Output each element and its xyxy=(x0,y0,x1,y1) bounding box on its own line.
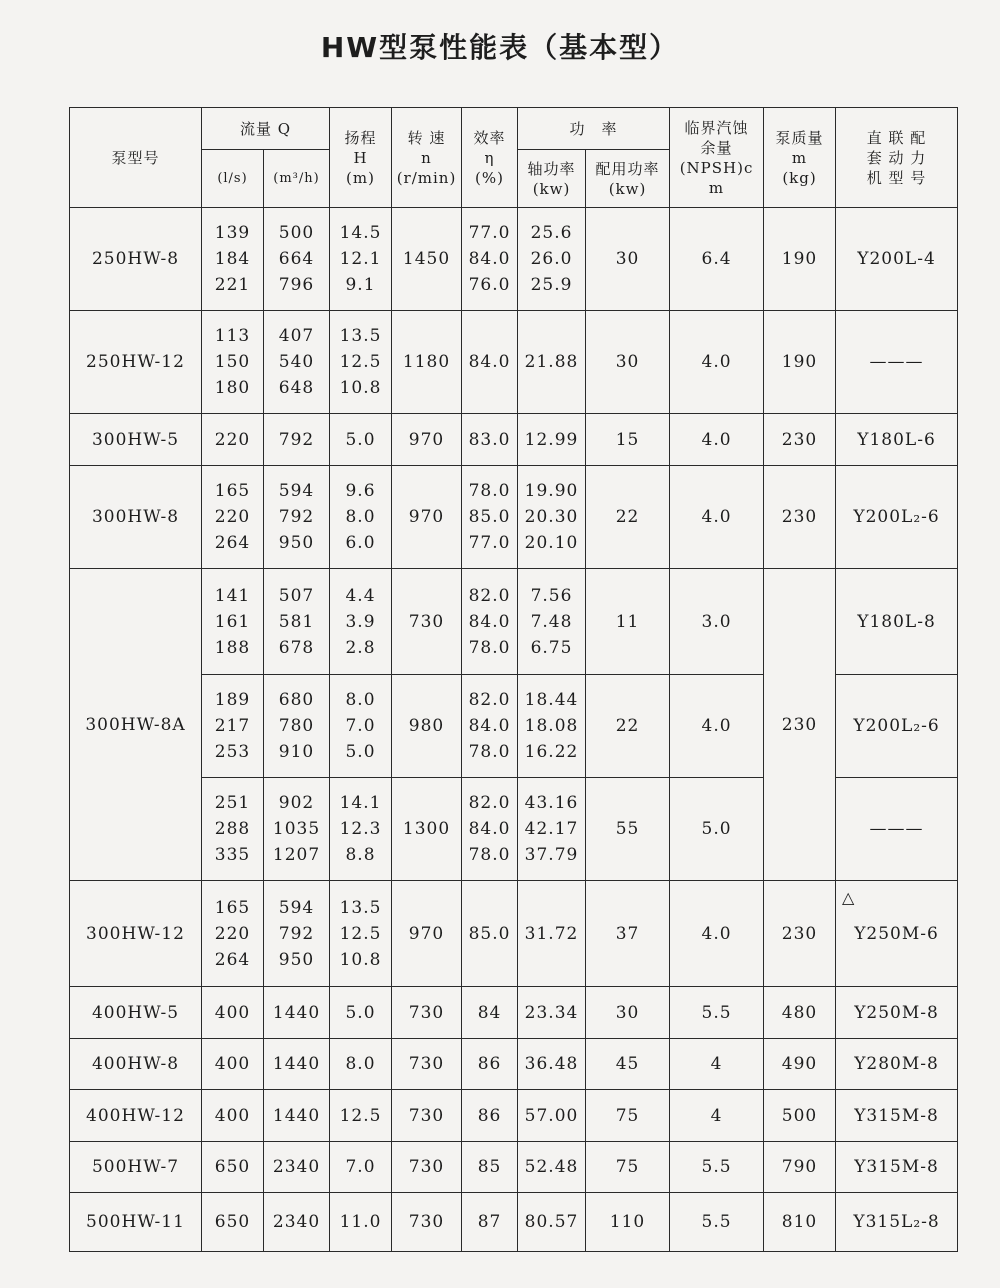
cell-shaft-power: 31.72 xyxy=(518,881,586,987)
cell-mass: 230 xyxy=(764,414,836,466)
cell-shaft-power: 43.16 42.17 37.79 xyxy=(518,778,586,881)
header-motor: 直 联 配 套 动 力 机 型 号 xyxy=(836,108,958,208)
cell-motor-power: 75 xyxy=(586,1142,670,1193)
cell-motor xyxy=(836,881,958,987)
cell-motor-power: 11 xyxy=(586,569,670,675)
cell-speed: 980 xyxy=(392,675,462,778)
cell-shaft-power: 25.6 26.0 25.9 xyxy=(518,208,586,311)
cell-efficiency: 77.0 84.0 76.0 xyxy=(462,208,518,311)
cell-shaft-power: 80.57 xyxy=(518,1193,586,1252)
cell-flow-ls: 400 xyxy=(202,1090,264,1142)
cell-motor: Y280M-8 xyxy=(836,1039,958,1090)
header-mass: 泵质量 m (kg) xyxy=(764,108,836,208)
cell-motor-power: 22 xyxy=(586,675,670,778)
table-row xyxy=(70,881,958,987)
cell-flow-ls: 400 xyxy=(202,987,264,1039)
cell-motor-power: 37 xyxy=(586,881,670,987)
cell-npsh: 4.0 xyxy=(670,881,764,987)
cell-npsh: 4.0 xyxy=(670,414,764,466)
cell-shaft-power: 57.00 xyxy=(518,1090,586,1142)
cell-mass: 190 xyxy=(764,311,836,414)
cell-motor: ——— xyxy=(836,311,958,414)
cell-flow-ls: 650 xyxy=(202,1193,264,1252)
cell-flow-m3h: 594 792 950 xyxy=(264,881,330,987)
cell-model: 300HW-5 xyxy=(70,414,202,466)
triangle-mark-icon: △ xyxy=(842,888,856,907)
cell-motor-power: 55 xyxy=(586,778,670,881)
cell-flow-m3h: 902 1035 1207 xyxy=(264,778,330,881)
cell-motor: Y180L-8 xyxy=(836,569,958,675)
cell-npsh: 5.5 xyxy=(670,1142,764,1193)
table-row xyxy=(70,208,958,311)
cell-head: 14.5 12.1 9.1 xyxy=(330,208,392,311)
cell-head: 13.5 12.5 10.8 xyxy=(330,311,392,414)
cell-motor: Y315M-8 xyxy=(836,1142,958,1193)
cell-flow-m3h: 792 xyxy=(264,414,330,466)
cell-shaft-power: 36.48 xyxy=(518,1039,586,1090)
cell-shaft-power: 52.48 xyxy=(518,1142,586,1193)
cell-head: 12.5 xyxy=(330,1090,392,1142)
cell-motor-text: Y250M-6 xyxy=(854,923,939,944)
cell-flow-ls: 165 220 264 xyxy=(202,466,264,569)
header-head: 扬程 H (m) xyxy=(330,108,392,208)
cell-mass: 480 xyxy=(764,987,836,1039)
cell-mass: 500 xyxy=(764,1090,836,1142)
cell-head: 9.6 8.0 6.0 xyxy=(330,466,392,569)
cell-flow-ls: 165 220 264 xyxy=(202,881,264,987)
header-flow-m3h: (m³/h) xyxy=(264,150,330,208)
cell-efficiency: 82.0 84.0 78.0 xyxy=(462,778,518,881)
cell-model: 400HW-12 xyxy=(70,1090,202,1142)
cell-model: 500HW-11 xyxy=(70,1193,202,1252)
cell-efficiency: 82.0 84.0 78.0 xyxy=(462,569,518,675)
cell-model: 500HW-7 xyxy=(70,1142,202,1193)
cell-speed: 1450 xyxy=(392,208,462,311)
cell-shaft-power: 7.56 7.48 6.75 xyxy=(518,569,586,675)
header-model: 泵型号 xyxy=(70,108,202,208)
table-row xyxy=(70,466,958,569)
table-row xyxy=(70,1142,958,1193)
cell-shaft-power: 19.90 20.30 20.10 xyxy=(518,466,586,569)
cell-speed: 730 xyxy=(392,1193,462,1252)
header-npsh: 临界汽蚀 余量 (NPSH)c m xyxy=(670,108,764,208)
cell-npsh: 4.0 xyxy=(670,311,764,414)
cell-flow-ls: 220 xyxy=(202,414,264,466)
cell-flow-ls: 113 150 180 xyxy=(202,311,264,414)
cell-motor: Y200L₂-6 xyxy=(836,675,958,778)
cell-motor-power: 15 xyxy=(586,414,670,466)
cell-mass: 790 xyxy=(764,1142,836,1193)
cell-efficiency: 84 xyxy=(462,987,518,1039)
cell-efficiency: 85 xyxy=(462,1142,518,1193)
cell-npsh: 3.0 xyxy=(670,569,764,675)
cell-model: 400HW-8 xyxy=(70,1039,202,1090)
cell-shaft-power: 23.34 xyxy=(518,987,586,1039)
cell-shaft-power: 18.44 18.08 16.22 xyxy=(518,675,586,778)
cell-speed: 970 xyxy=(392,414,462,466)
cell-efficiency: 87 xyxy=(462,1193,518,1252)
header-efficiency: 效率 η (%) xyxy=(462,108,518,208)
table-row xyxy=(70,1090,958,1142)
cell-motor-power: 45 xyxy=(586,1039,670,1090)
cell-speed: 730 xyxy=(392,987,462,1039)
cell-head: 13.5 12.5 10.8 xyxy=(330,881,392,987)
cell-motor-power: 30 xyxy=(586,311,670,414)
cell-head: 11.0 xyxy=(330,1193,392,1252)
cell-motor: Y315M-8 xyxy=(836,1090,958,1142)
cell-npsh: 5.5 xyxy=(670,1193,764,1252)
cell-flow-m3h: 500 664 796 xyxy=(264,208,330,311)
cell-head: 5.0 xyxy=(330,987,392,1039)
cell-mass: 490 xyxy=(764,1039,836,1090)
cell-motor-power: 22 xyxy=(586,466,670,569)
cell-npsh: 5.0 xyxy=(670,778,764,881)
cell-model: 400HW-5 xyxy=(70,987,202,1039)
cell-flow-ls: 400 xyxy=(202,1039,264,1090)
cell-efficiency: 82.0 84.0 78.0 xyxy=(462,675,518,778)
header-motor-power: 配用功率 (kw) xyxy=(586,150,670,208)
cell-motor: Y200L₂-6 xyxy=(836,466,958,569)
cell-head: 14.1 12.3 8.8 xyxy=(330,778,392,881)
cell-npsh: 6.4 xyxy=(670,208,764,311)
header-power: 功 率 xyxy=(518,108,670,150)
cell-model: 300HW-8 xyxy=(70,466,202,569)
cell-speed: 970 xyxy=(392,466,462,569)
cell-speed: 1300 xyxy=(392,778,462,881)
header-shaft-power: 轴功率 (kw) xyxy=(518,150,586,208)
cell-npsh: 4.0 xyxy=(670,466,764,569)
cell-speed: 1180 xyxy=(392,311,462,414)
table-row xyxy=(70,311,958,414)
cell-mass: 810 xyxy=(764,1193,836,1252)
cell-efficiency: 86 xyxy=(462,1090,518,1142)
cell-shaft-power: 12.99 xyxy=(518,414,586,466)
cell-efficiency: 86 xyxy=(462,1039,518,1090)
cell-efficiency: 83.0 xyxy=(462,414,518,466)
cell-motor-power: 110 xyxy=(586,1193,670,1252)
header-speed: 转 速 n (r/min) xyxy=(392,108,462,208)
cell-model: 250HW-12 xyxy=(70,311,202,414)
cell-flow-m3h: 680 780 910 xyxy=(264,675,330,778)
table-row xyxy=(70,987,958,1039)
cell-model: 300HW-12 xyxy=(70,881,202,987)
cell-motor: ——— xyxy=(836,778,958,881)
cell-npsh: 5.5 xyxy=(670,987,764,1039)
cell-efficiency: 78.0 85.0 77.0 xyxy=(462,466,518,569)
cell-speed: 730 xyxy=(392,569,462,675)
cell-head: 8.0 xyxy=(330,1039,392,1090)
cell-flow-m3h: 594 792 950 xyxy=(264,466,330,569)
cell-motor: Y180L-6 xyxy=(836,414,958,466)
cell-speed: 730 xyxy=(392,1090,462,1142)
cell-speed: 970 xyxy=(392,881,462,987)
table-row xyxy=(70,569,958,675)
cell-flow-m3h: 507 581 678 xyxy=(264,569,330,675)
cell-head: 4.4 3.9 2.8 xyxy=(330,569,392,675)
cell-mass: 190 xyxy=(764,208,836,311)
cell-efficiency: 85.0 xyxy=(462,881,518,987)
cell-shaft-power: 21.88 xyxy=(518,311,586,414)
table-row xyxy=(70,414,958,466)
cell-speed: 730 xyxy=(392,1142,462,1193)
cell-mass: 230 xyxy=(764,881,836,987)
table-row xyxy=(70,1193,958,1252)
cell-flow-ls: 251 288 335 xyxy=(202,778,264,881)
cell-flow-m3h: 1440 xyxy=(264,987,330,1039)
cell-npsh: 4.0 xyxy=(670,675,764,778)
header-flow-ls: (l/s) xyxy=(202,150,264,208)
performance-table xyxy=(69,107,958,1252)
cell-motor-power: 30 xyxy=(586,208,670,311)
header-flow: 流量 Q xyxy=(202,108,330,150)
cell-model: 250HW-8 xyxy=(70,208,202,311)
cell-flow-m3h: 2340 xyxy=(264,1193,330,1252)
cell-motor-power: 75 xyxy=(586,1090,670,1142)
cell-model: 300HW-8A xyxy=(70,569,202,881)
table-row xyxy=(70,1039,958,1090)
cell-npsh: 4 xyxy=(670,1090,764,1142)
cell-flow-ls: 189 217 253 xyxy=(202,675,264,778)
cell-motor: Y200L-4 xyxy=(836,208,958,311)
cell-mass: 230 xyxy=(764,569,836,881)
cell-motor: Y250M-8 xyxy=(836,987,958,1039)
cell-npsh: 4 xyxy=(670,1039,764,1090)
cell-flow-m3h: 2340 xyxy=(264,1142,330,1193)
cell-flow-m3h: 1440 xyxy=(264,1039,330,1090)
page-title: HW型泵性能表（基本型） xyxy=(320,31,680,64)
cell-flow-ls: 139 184 221 xyxy=(202,208,264,311)
cell-mass: 230 xyxy=(764,466,836,569)
cell-flow-m3h: 407 540 648 xyxy=(264,311,330,414)
cell-efficiency: 84.0 xyxy=(462,311,518,414)
cell-head: 7.0 xyxy=(330,1142,392,1193)
cell-flow-ls: 650 xyxy=(202,1142,264,1193)
cell-flow-m3h: 1440 xyxy=(264,1090,330,1142)
cell-head: 8.0 7.0 5.0 xyxy=(330,675,392,778)
cell-motor-power: 30 xyxy=(586,987,670,1039)
cell-speed: 730 xyxy=(392,1039,462,1090)
cell-motor: Y315L₂-8 xyxy=(836,1193,958,1252)
cell-flow-ls: 141 161 188 xyxy=(202,569,264,675)
cell-head: 5.0 xyxy=(330,414,392,466)
